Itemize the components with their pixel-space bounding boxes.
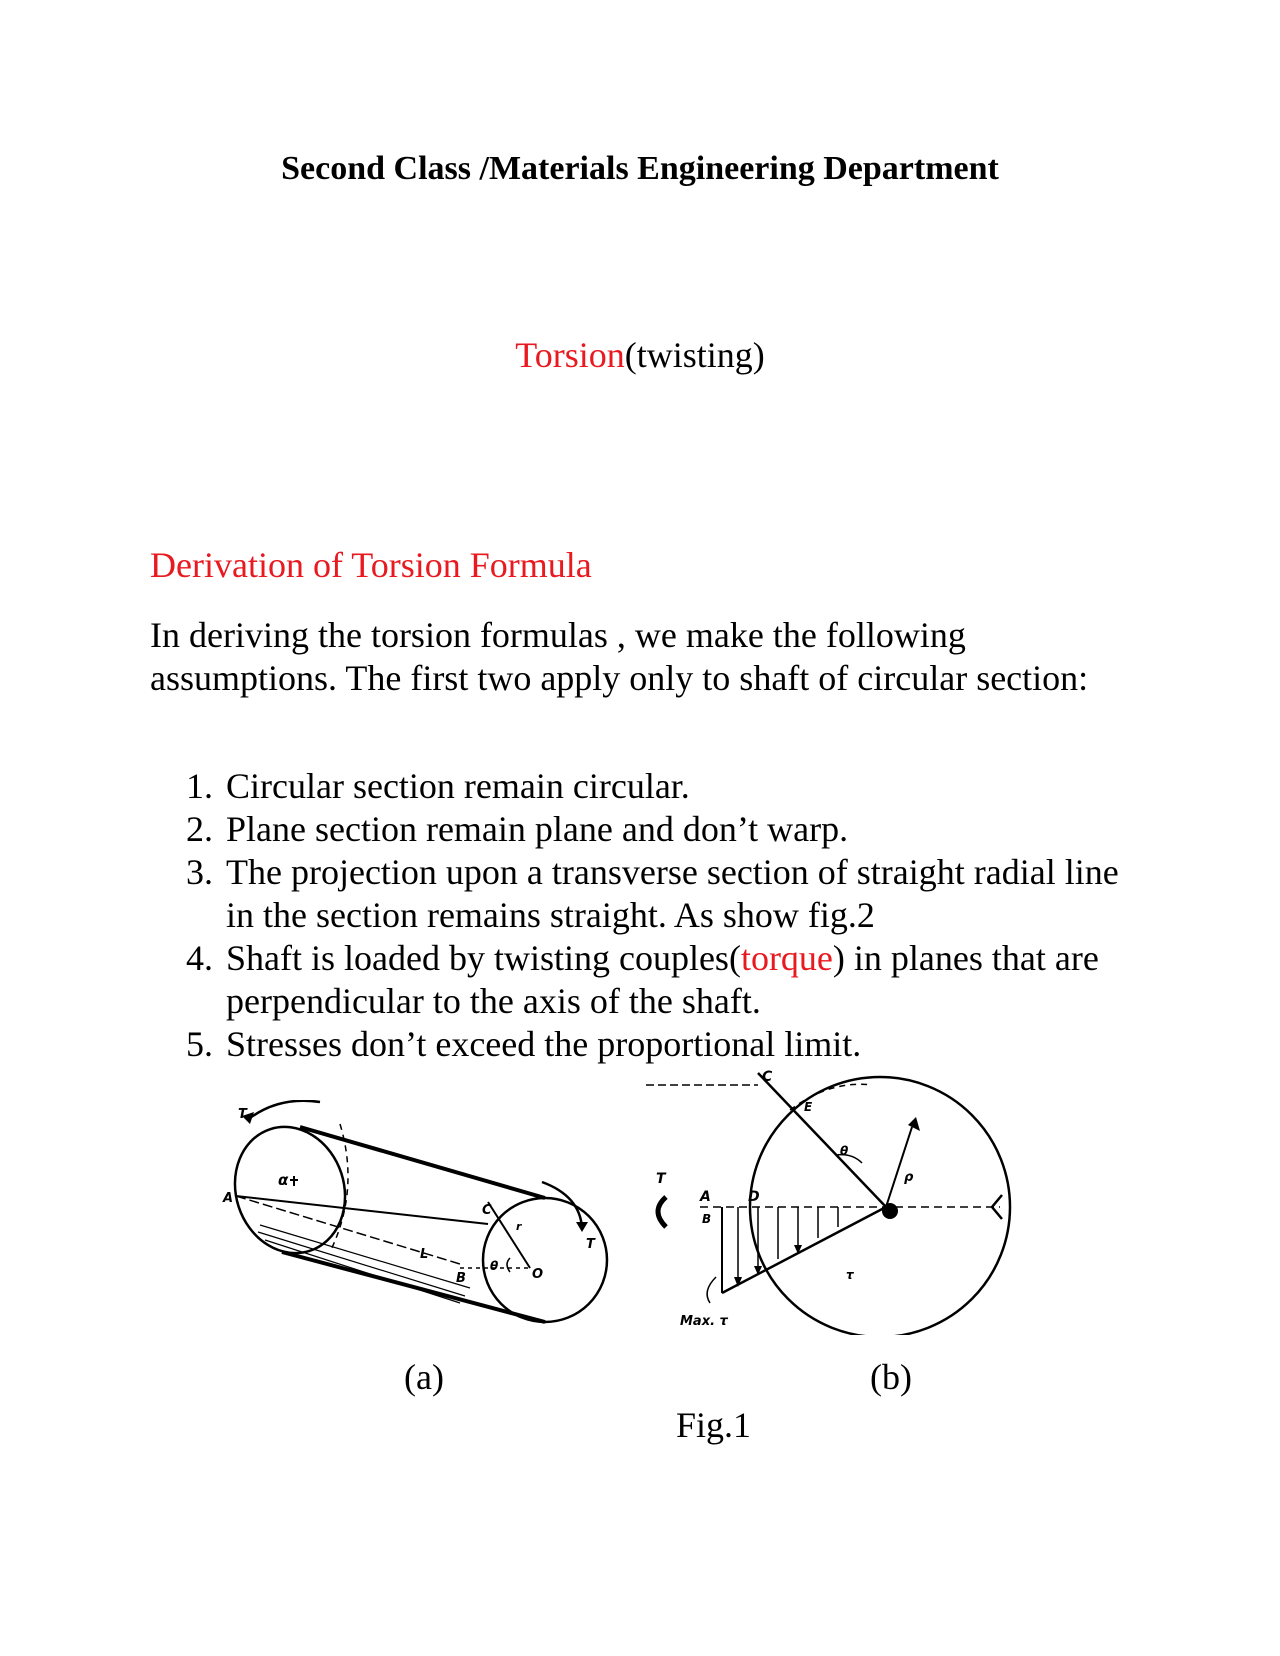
list-item	[150, 851, 1150, 937]
list-item-text: The projection upon a transverse section of straight radial line in the section remains straight. As show fig.2	[226, 852, 1119, 935]
caption-a: (a)	[404, 1357, 444, 1397]
list-item-number: 1.	[186, 766, 213, 806]
center-dot	[882, 1203, 898, 1219]
intro-paragraph: In deriving the torsion formulas , we make the following assumptions. The first two apply only to shaft of circular section:	[150, 615, 1089, 698]
page-header: Second Class /Materials Engineering Department	[281, 150, 999, 187]
section-heading: Derivation of Torsion Formula	[150, 545, 592, 585]
list-item-number: 2.	[186, 809, 213, 849]
list-item-text: Stresses don’t exceed the proportional limit.	[226, 1024, 862, 1064]
section-circle	[750, 1077, 1010, 1335]
label-max-tau: Max. τ	[680, 1314, 728, 1329]
shaft-right-end	[483, 1198, 607, 1322]
shaft-bottom-edge	[282, 1252, 545, 1322]
label-B: B	[456, 1271, 466, 1286]
title-rest: (twisting)	[624, 335, 765, 375]
shaft-left-end	[220, 1112, 361, 1267]
label-E: E	[804, 1100, 813, 1114]
label-O: O	[532, 1267, 544, 1282]
list-item-text-after: ) in planes that are perpendicular to the axis of the shaft.	[226, 938, 1099, 1021]
label-T2: T	[586, 1237, 595, 1252]
caption-b: (b)	[870, 1357, 912, 1397]
list-item-text: Circular section remain circular.	[226, 766, 690, 806]
assumptions-list	[150, 765, 1150, 1066]
figure-b-section-diagram	[640, 1055, 1020, 1335]
label-A: A	[223, 1191, 234, 1206]
figure-a-shaft-diagram	[220, 1100, 620, 1340]
list-item	[150, 937, 1150, 1023]
label-r: r	[516, 1220, 522, 1233]
label-C: C	[482, 1203, 492, 1218]
label-theta: θ	[840, 1144, 849, 1158]
label-rho: ρ	[904, 1170, 914, 1185]
label-tau: τ	[846, 1268, 854, 1282]
label-T-left: T	[656, 1171, 666, 1187]
list-item-text-before: Shaft is loaded by twisting couples(	[226, 938, 741, 978]
figure-caption: Fig.1	[676, 1405, 752, 1445]
list-item-number: 3.	[186, 852, 213, 892]
label-A: A	[700, 1189, 711, 1205]
label-alpha: α	[278, 1171, 289, 1189]
list-item-number: 5.	[186, 1024, 213, 1064]
label-theta: θ	[490, 1259, 499, 1273]
list-item-number: 4.	[186, 938, 213, 978]
list-item	[150, 765, 1150, 808]
title-highlight: Torsion	[515, 335, 625, 375]
label-T1: T	[238, 1107, 247, 1122]
list-item	[150, 808, 1150, 851]
label-B: B	[702, 1212, 712, 1226]
page-title	[0, 334, 1280, 376]
torque-highlight: torque	[740, 938, 833, 978]
label-L: L	[420, 1247, 429, 1262]
list-item-text: Plane section remain plane and don’t warp.	[226, 809, 849, 849]
label-D: D	[748, 1189, 760, 1205]
label-C: C	[762, 1069, 773, 1085]
